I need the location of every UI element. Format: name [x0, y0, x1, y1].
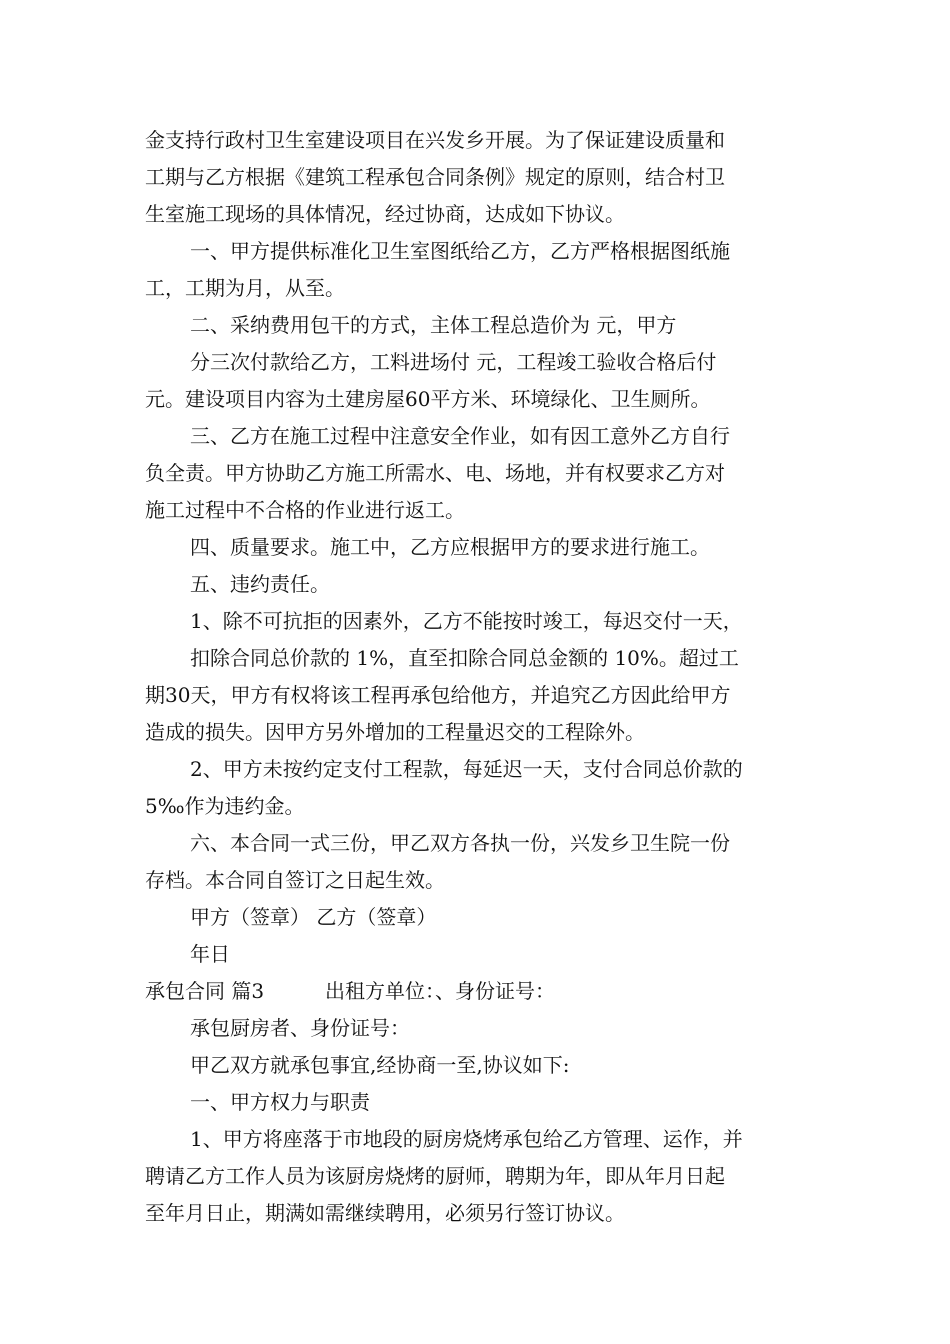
text-line: 工，工期为月，从至。: [145, 276, 345, 300]
text-line: 负全责。甲方协助乙方施工所需水、电、场地，并有权要求乙方对: [145, 461, 725, 485]
text-line: 2、甲方未按约定支付工程款，每延迟一天，支付合同总价款的: [190, 757, 743, 781]
text-line: 三、乙方在施工过程中注意安全作业，如有因工意外乙方自行: [190, 424, 730, 448]
text-line: 四、质量要求。施工中，乙方应根据甲方的要求进行施工。: [190, 535, 710, 559]
text-line: 元。建设项目内容为土建房屋60平方米、环境绿化、卫生厕所。: [145, 387, 711, 411]
text-line: 期30天，甲方有权将该工程再承包给他方，并追究乙方因此给甲方: [145, 683, 731, 707]
text-line: 承包厨房者、身份证号：: [190, 1016, 410, 1040]
text-line: 扣除合同总价款的 1%，直至扣除合同总金额的 10%。超过工: [190, 646, 739, 670]
text-line: 甲乙双方就承包事宜,经协商一至,协议如下:: [190, 1053, 570, 1077]
text-line: 金支持行政村卫生室建设项目在兴发乡开展。为了保证建设质量和: [145, 128, 725, 152]
section-text: 出租方单位：、身份证号：: [325, 979, 555, 1003]
text-line: 一、甲方提供标准化卫生室图纸给乙方，乙方严格根据图纸施: [190, 239, 730, 263]
text-line: 至年月日止，期满如需继续聘用，必须另行签订协议。: [145, 1201, 625, 1225]
text-line: 存档。本合同自签订之日起生效。: [145, 868, 445, 892]
text-line: 聘请乙方工作人员为该厨房烧烤的厨师，聘期为年，即从年月日起: [145, 1164, 725, 1188]
text-line: 年日: [190, 942, 230, 966]
text-line: 造成的损失。因甲方另外增加的工程量迟交的工程除外。: [145, 720, 645, 744]
text-line: 一、甲方权力与职责: [190, 1090, 370, 1114]
text-line: 五、违约责任。: [190, 572, 330, 596]
text-line: 施工过程中不合格的作业进行返工。: [145, 498, 465, 522]
text-line: 1、甲方将座落于市地段的厨房烧烤承包给乙方管理、运作，并: [190, 1127, 743, 1151]
text-line: 甲方（签章） 乙方（签章）: [190, 905, 437, 929]
text-line: 工期与乙方根据《建筑工程承包合同条例》规定的原则，结合村卫: [145, 165, 725, 189]
text-line: 5‰作为违约金。: [145, 794, 305, 818]
section-heading: [145, 973, 808, 1010]
text-line: 生室施工现场的具体情况，经过协商，达成如下协议。: [145, 202, 625, 226]
text-line: 二、采纳费用包干的方式，主体工程总造价为 元，甲方: [190, 313, 677, 337]
section-number: 承包合同 篇3: [145, 979, 265, 1003]
text-line: 六、本合同一式三份，甲乙双方各执一份，兴发乡卫生院一份: [190, 831, 730, 855]
text-line: 1、除不可抗拒的因素外，乙方不能按时竣工，每迟交付一天，: [190, 609, 743, 633]
contract-body-2: [145, 1010, 808, 1232]
text-line: 分三次付款给乙方，工料进场付 元，工程竣工验收合格后付: [190, 350, 717, 374]
contract-body: [145, 122, 808, 973]
